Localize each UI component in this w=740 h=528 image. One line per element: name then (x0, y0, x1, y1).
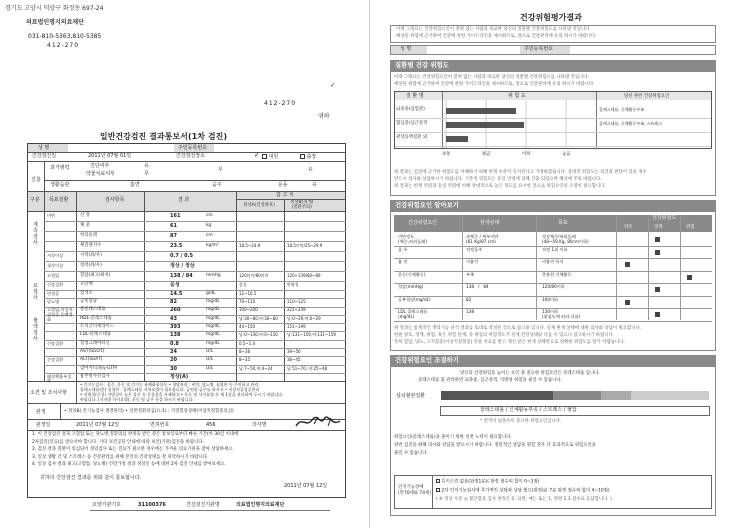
col-result: 결 과 (178, 197, 190, 203)
cognitive-opt1: 특이소견 없음(판정1분)( 판정 점수의 합이 0~3점) (441, 479, 540, 485)
exercise-yn: 유 (312, 182, 317, 188)
exam-result: 20 (170, 357, 177, 364)
ref-caution: 남:0~29,여:0~29 (287, 315, 321, 321)
fold-mark: ✓ (330, 81, 336, 89)
factor-name: 운동(신체활동) (398, 271, 426, 277)
verdict-date: 2011년 07월 12일 (76, 422, 120, 428)
check-mark-icon: ✓ (254, 151, 260, 159)
factor-col-line (680, 215, 681, 320)
chart-tick-label: 보통 (442, 152, 451, 157)
group-blood: 혈액검사 (33, 318, 38, 342)
verdict-date-label: 판정일 (36, 422, 51, 428)
exam-result: 정상 / 정상 (170, 262, 195, 269)
factor-h4: 건강위험도 (652, 215, 677, 221)
exam-unit: mg/dL (206, 324, 220, 330)
factor-col-line (536, 215, 537, 320)
chart-h-risk: 위 험 도 (508, 93, 526, 99)
sec2-foot-3: 특히 혈압, 당뇨, 고지혈증(이상지질혈증) 약물 치료를 받고 계신 분은 현재 상태만으로 정확한 위험도를 알기 어렵습니다. (394, 340, 625, 345)
visit-label: 출장 (306, 154, 317, 160)
ref-normal: 8~35 (239, 357, 250, 363)
exam-unit: mg/dL (206, 299, 220, 305)
col-gubun: 구분 (30, 197, 40, 203)
sec3-body-1: 위험요인(콜레스테롤)을 줄이기 위한 실천 노력이 필요합니다. (394, 435, 512, 440)
risk-disease-name: 관상동맥질환 외 (396, 135, 428, 140)
exam-result: 138 (170, 332, 181, 339)
sender-org: 의료법인명지의료재단 (26, 19, 84, 26)
factor-goal: 130이하 (위험도에 따라 다름) (542, 309, 581, 319)
risk-related: 콜레스테롤, 신체활동부족 (599, 107, 645, 112)
risk-level-marker (655, 250, 660, 255)
exam-result: 23.5 (170, 242, 183, 249)
exam-item: 허리둘레 (80, 232, 97, 238)
risk-level-marker (655, 312, 660, 317)
exam-item: 시력(좌/우) (80, 252, 102, 258)
factor-h4b: 경계 (654, 225, 663, 230)
exam-unit: U/L (206, 357, 214, 363)
row-separator (44, 271, 346, 272)
chart-h-related: 당신 관련 건강위험요인 (624, 94, 670, 99)
sec1-foot-3: 위 결과는 현재 연령과 동일 연령에 비해 상대적으로 높은 정도를 표시한 것으로 위험요인의 조절이 필요합니다. (394, 184, 606, 189)
exam-item: AST(SGOT) (80, 348, 105, 354)
exam-result: 정상(A) (170, 373, 189, 380)
exam-result: 24 (170, 348, 177, 355)
risk-bars (442, 100, 596, 160)
sender-postal: 412-270 (47, 42, 80, 49)
diagnosis-value: 유 (144, 163, 149, 169)
cognitive-opt2-checkbox[interactable] (436, 488, 440, 492)
exam-item: 신 장 (80, 212, 90, 218)
risk-row-line (395, 118, 711, 119)
risk-title: 건강위험평가결과 (520, 13, 582, 22)
verdict-text: • 정상B( 간기능검사 철결관리) • 일반질환의심(요:1) : 지질혈증상태(이상지질혈증의심) (64, 409, 234, 414)
exam-result: 43 (170, 315, 177, 322)
opinion-line: 바랍니다. (저지방 식이요법), 운동 및 금주 등을 하시기 바랍니다. (80, 397, 194, 402)
exam-result: 0.8 (170, 340, 179, 347)
doctor-label: 의사명 (252, 422, 267, 428)
factor-goal: 100이하 (542, 296, 559, 302)
target-disease: 고혈압,이상지질혈증,동맥경화 (47, 307, 73, 322)
ref-caution: 남:131~159,여:131~159 (287, 332, 336, 338)
exam-date: 2011년 07월 01일 (88, 153, 132, 159)
factor-goal: 비흡연 유지 (542, 259, 564, 264)
risk-level-marker (655, 287, 660, 292)
factor-name: 혈압(mmHg) (398, 284, 424, 289)
factor-h4c: 위험 (686, 225, 695, 230)
opinion-label: 소견 및 조치사항 (30, 390, 67, 396)
medication-label: 약물치료여부 (86, 171, 115, 177)
risk-disease-name: 협심증/심근경색 (396, 121, 428, 126)
factor-name: LDL 콜레스테롤 (mg/dL) (398, 309, 428, 319)
note-line: 3. 일상 생활 간 및 스트레스 등 건강관리를 위해 본인의 건강상태를 잘 파악하시기 바랍니다. (32, 454, 209, 460)
ref-caution: 221~239 (287, 307, 306, 313)
exam-item: 총콜레스테롤 (80, 307, 106, 313)
exam-unit: U/L (206, 365, 214, 371)
exam-item: 혈압(최고/최저) (80, 272, 111, 278)
diagnosis-label: 진단여부 (90, 163, 110, 169)
exam-item: 감마지티피(γ-GTP) (80, 365, 118, 371)
history-section-label: 진찰 (31, 177, 41, 183)
ref-caution: 151~199 (287, 324, 306, 330)
exam-item: 체질량지수 (80, 242, 102, 248)
gauge-note: * 면적이 넓을수록 중요한 위험요인입니다. (480, 419, 562, 424)
exam-item: 트리글리세라이드 (80, 324, 114, 330)
risk-related: 콜레스테롤, 신체활동부족, 스트레스 (599, 121, 663, 126)
factor-goal: 120/80이하 (542, 284, 565, 289)
factor-goal: 충분한 신체활동 (542, 271, 572, 277)
target-disease: 신장질환 (47, 340, 64, 346)
col-caution: 정상B(경계) (질환주의) (290, 200, 314, 210)
exam-unit: cm (206, 232, 213, 238)
ref-normal: 12~16.5 (239, 290, 257, 296)
exam-unit: g/dL (206, 290, 216, 296)
col-normal: 정상A(건강양호) (243, 203, 275, 208)
license-no: 456 (206, 422, 216, 428)
risk-row-line (395, 132, 711, 133)
exam-unit: mg/dL (206, 307, 220, 313)
exam-result: 음성 (170, 282, 180, 289)
intro-text-1: 이래 그래프는 건강위험요인이 전혀 없는 사람과 비교한 당신의 질환별 건강위험도를 나타낸 것입니다. (396, 27, 591, 32)
sec3-intro-1: 당신의 건강위험을 높이는 요인 중 중요한 위험요인은 콜레스테롤 입니다. (460, 371, 600, 376)
row-separator (44, 241, 346, 242)
risk-level-marker (625, 300, 630, 305)
history-label: 과거병력 (50, 165, 70, 171)
sec1-foot-2: 반드시 의사와 상담하시기 바랍니다. 기본적 위험도는 동일 연령에 의해 산출 되었으며 해석에 주의 바랍니다. (394, 177, 602, 182)
factor-goal: 정상체중/허리둘레 (48~59 Kg, 80cm이하) (542, 234, 589, 244)
ref-caution: 120~139/80~89 (287, 272, 321, 278)
risk-level-marker (687, 275, 692, 280)
target-disease: 시각이상 (47, 252, 64, 258)
ref-normal: 70~110 (239, 299, 256, 305)
ref-caution: 남:51~70, 여:25~48 (287, 365, 328, 371)
ref-caution: 약양성 (287, 282, 299, 288)
license-label: 면허번호 (150, 422, 170, 428)
ref-normal: 100~200 (239, 307, 258, 313)
intro-text-2: 예상된 위험에 근거하여 건강에 관한 가이드라인을 제시하므로, 앞으로 건강관리에 유의 하시기 바랍니다. (396, 34, 597, 39)
exam-place-label: 건강검진장소 (176, 153, 205, 159)
exam-unit: mg/dL (206, 332, 220, 338)
factor-h4a: 양호 (624, 225, 633, 230)
sec2-header: 건강위험요인 알아보기 (390, 200, 716, 211)
gauge-segment (553, 391, 601, 400)
drink-label: 음주 (212, 182, 222, 188)
risk-disease-name: 뇌졸중(심혈관) (396, 107, 425, 112)
exam-result: 30 (170, 365, 177, 372)
ref-normal: 음성 (239, 282, 247, 288)
risk-row-line (395, 146, 711, 147)
sign-date: 2011년 07월 12일 (284, 483, 328, 489)
sec3-header: 건강위험요인 조절하기 (390, 355, 716, 366)
exam-result: 138 / 84 (170, 272, 193, 279)
sender-address: 경기도 고양시 덕양구 화정동 697-24 (5, 5, 104, 12)
recipient-postal: 412-270 (264, 100, 297, 107)
exam-result: 14.5 (170, 290, 183, 297)
factor-current: 82 (466, 296, 472, 302)
group-measure: 계측검사 (33, 222, 38, 246)
row-separator (44, 261, 346, 262)
ref-normal: 44~150 (239, 324, 256, 330)
sec1-header: 질환별 건강 위험도 (390, 60, 716, 71)
chart-tick-label: 이하 (522, 152, 531, 157)
risk-level-marker (655, 237, 660, 242)
note-line: 1. 이 건강검진 결과 고혈압 또는 당뇨병 질환의심 판정을 받은 분은 통보일로부터 빠른 기간(아 30일 이내에 (32, 432, 239, 437)
ref-normal: 18.5~24.9 (239, 242, 261, 248)
exercise-label: 운동 (278, 182, 288, 188)
page-title: 일반건강검진 결과통보서(1차 검진) (100, 132, 228, 141)
target-disease: 비만 (47, 212, 56, 218)
exam-unit: kg/m² (206, 242, 219, 248)
factor-row-line (394, 321, 712, 322)
sec3-body-3: 줄일 수 있습니다. (394, 451, 428, 456)
exam-result: 0.7 / 0.5 (170, 252, 194, 259)
exam-result: 82 (170, 299, 177, 306)
factor-name: 흡 연 (398, 259, 408, 264)
target-disease: 당뇨병 (47, 299, 60, 305)
factor-goal: 적정 1회 이하 (542, 246, 568, 252)
ref-caution: 36~45 (287, 357, 301, 363)
inst-label: 건강검진기관명 (186, 502, 220, 508)
sec2-foot-1: 위 결과는 통계적인 생리기능 분석 결과를 토대로 작성된 것으로 참고용 입니다. 실제 현재 상태에 대한 의사와 상담이 필요합니다. (394, 326, 642, 331)
factor-col-line (462, 215, 463, 320)
code-label: 요양기관기호 (92, 502, 121, 508)
opinion-line: 콜레스테롤(총) 심혈관 : 콜레스테롤 저하요법이 필요합니다. 금연과 금주를 하시고 • 이상지질혈증관리 (80, 387, 260, 392)
r-name-label: 성 명 (400, 46, 412, 52)
factor-current: 부족 (466, 271, 475, 277)
target-disease: 청각이상 (47, 262, 64, 268)
smoke-label: 흡연 (130, 182, 140, 188)
factor-current: 138 / 84 (466, 284, 489, 289)
risk-assessment-page (370, 0, 740, 528)
sec2-foot-2: 한편 양호, 경계, 위험, 혹은 위험 단계, 즉 위험의 위험정도가 실제 건강상태와 다를 수 있으니 참고하시기 바랍니다. (394, 333, 615, 338)
factor-current: 과체중 / 복부비만 (61 Kg/87 cm) (466, 234, 499, 244)
onsite-checkbox[interactable] (262, 154, 267, 159)
gauge-bar (440, 388, 710, 404)
note-line: 4. 일상 검사 결과 최고(고혈압, 당뇨병) 건강가정 결과 정상인 등에 대한 2차 검진 안내를 받아보세요. (32, 462, 226, 467)
chart-h-disease: 질 환 명 (406, 93, 424, 99)
exam-item: 체 중 (80, 222, 90, 228)
exam-result: 61 (170, 222, 177, 229)
doctor-signature (294, 414, 344, 430)
opinion-line: • 간기능검사 : 음주, 운동 및 간기능 유해화합물등 • 혈당관리 : 비만, 당뇨병, 심혈관 등 주의하고 관리 (80, 382, 259, 387)
exam-unit: mg/dL (206, 340, 220, 346)
r-rrn-label: 주민등록번호 (524, 46, 553, 52)
risk-bar (446, 108, 516, 114)
ref-normal: 120미만/80미만 (239, 272, 269, 278)
onsite-label: 내원 (268, 154, 279, 160)
exam-item: HDL-콜레스테롤 (80, 315, 112, 321)
gauge-segment (601, 391, 631, 400)
exam-item: 혈청크레아티닌 (80, 340, 110, 346)
code-value: 31100376 (138, 502, 166, 508)
recipient-suffix: 귀하 (318, 113, 330, 120)
exam-item: 혈색소 (80, 290, 93, 296)
ref-caution: 110~125 (287, 299, 306, 305)
sec1-note-2: 예상된 위험에 근거하여 건강에 관한 가이드라인을 제시하므로, 앞으로 건강관리에 유의 하시기 바랍니다. (394, 82, 595, 87)
chart-tick-label: 평균 (482, 152, 491, 157)
gauge-label: 심뇌혈관질환 (396, 393, 425, 399)
target-disease: 신장질환 (47, 282, 64, 288)
exam-result: 87 (170, 232, 177, 239)
exam-unit: mg/dL (206, 315, 220, 321)
col-item: 검사항목 (105, 197, 125, 203)
factor-h1: 건강위험요인 (408, 220, 437, 226)
name-label: 성 명 (38, 145, 50, 151)
exam-item: LDL-콜레스테롤 (80, 332, 111, 338)
rrn-label: 주민등록번호 (178, 145, 207, 151)
cognitive-note: ( ※ 정상 수준 ◎ 불안함을 검사 판정은 0, 의원, 예는 또는 1, 병원 2,3 점수로 응답합니다. ) (436, 497, 612, 502)
verdict-label: 판정 (36, 409, 46, 415)
cognitive-opt1-checkbox[interactable] (436, 479, 440, 483)
target-disease: 간장질환 (47, 357, 64, 363)
factor-h2: 현재상태 (480, 220, 500, 226)
factor-current: 138 (466, 309, 474, 314)
drinking-yn: 유 (308, 167, 313, 173)
medication-value: 무 (144, 171, 149, 177)
exam-unit: cm (206, 212, 213, 218)
gauge-items: 콜레스테롤 / 신체활동부족 / 스트레스 / 혈압 (480, 407, 577, 413)
col-ref: 참 고 치 (276, 192, 294, 198)
factor-col-line (616, 215, 617, 320)
col-target: 목표질환 (49, 197, 69, 203)
smoking-yn: 무 (218, 167, 223, 173)
ref-normal: 남:30~80,여:30~80 (239, 315, 278, 321)
exam-unit: U/L (206, 348, 214, 354)
exam-result: 161 (170, 212, 181, 219)
chart-tick-label: 높음 (562, 152, 571, 157)
lifestyle-label: 생활습관 (50, 182, 70, 188)
target-disease: 폐결핵흉부질환 (47, 373, 72, 384)
sec3-body-2: 관련 검진을 위해 의사와 상담을 받으시기 바랍니다. 정밀적인 상담을 원할 경우 더 효과적으로 위험요인을 (394, 443, 596, 448)
exam-item: ALT(SGPT) (80, 357, 103, 363)
ref-normal: 8~38 (239, 348, 250, 354)
ref-caution: 39~50 (287, 348, 301, 354)
gauge-segment (631, 391, 709, 400)
ref-caution: 18.5미만/25~29.9 (287, 242, 323, 248)
factor-name: 음 주 (398, 246, 408, 252)
group-urine: 요검사 (33, 283, 38, 301)
ref-normal: 0.5~1.4 (239, 340, 256, 346)
row-separator (44, 251, 346, 252)
exam-item: 청력(좌/우) (80, 262, 102, 268)
row-separator (44, 231, 346, 232)
gauge-segment (441, 391, 553, 400)
row-separator (44, 221, 346, 222)
cognitive-label: 인지기능장애 (만70세와 74세) (398, 485, 431, 496)
notice-sentence: 귀하의 건강검진 결과를 위와 같이 통보합니다. (40, 475, 142, 481)
exam-unit: mmHg (206, 272, 221, 278)
risk-level-marker (625, 262, 630, 267)
factor-current: 적정음주 (466, 246, 483, 252)
factor-name: 비만정도 (체중,허리둘레) (398, 234, 427, 244)
sec1-foot-1: 위 결과는 검진에 근거한 위험도를 이해하기 위해 현재 수준이 유지된다고 가정하였습니다. 상대적 위험도는 의견과 판단이 있을 경우 (394, 170, 647, 175)
factor-current: 비흡연 (466, 259, 479, 264)
sec1-note-1: 이래 그래프는 건강위험요인이 전혀 없는 사람과 비교한 당신의 질환별 건강위험도를 나타낸 것입니다. (394, 75, 589, 80)
note-line: 2. 검진 결과 질환이 의심되어 정밀검사 또는 진료가 필요한 경우에는 가까운 의료기관을 찾아 상담하세요. (32, 447, 234, 452)
ref-normal: 남:7~50,여:4~24 (239, 365, 273, 371)
opinion-line: • 지방질(중성) 지방질이 높은 음식 등 동물성을 자제하고 • 운동 및 식이요법 등 제 1종을 관리하여 두시기 바랍니다. (80, 392, 284, 397)
exam-date-label: 건강검진일 (32, 153, 57, 159)
cognitive-opt2: 2차 인지기능검사에 추가적인 상담과 상담 필요(판정)분 7분 판정 점수의 합이 4~10점) (441, 488, 610, 494)
risk-bar (446, 136, 468, 142)
inst-value: 의료법인명지의료재단 (236, 502, 285, 508)
factor-h3: 목표 (558, 220, 568, 226)
ref-normal: 남:0~130,여:0~130 (239, 332, 278, 338)
exam-unit: kg (206, 222, 212, 228)
risk-bar (446, 122, 524, 128)
note-line: 2차검진(진료)를 받으셔야 합니다. 기타 보건공단 안내에 따라 보건(기관)검진을 바랍니다. (32, 439, 205, 445)
exam-result: 393 (170, 324, 181, 331)
target-disease: 고혈압 (47, 272, 60, 278)
visit-checkbox[interactable] (300, 154, 305, 159)
factor-name: 공복혈당(mg/dL) (398, 296, 431, 302)
exam-item: 공복혈당 (80, 299, 97, 305)
sender-phone: 031-810-5363,810-5385 (28, 33, 102, 40)
exam-item: 흉부방사선검사 (80, 373, 110, 379)
exam-item: 요단백 (80, 282, 93, 288)
factor-col-line (648, 215, 649, 320)
exam-result: 260 (170, 307, 181, 314)
target-disease: 빈혈증 (47, 290, 60, 296)
sec3-intro-2: 콜레스테롤 및 관리하면 뇌졸중, 심근경색, 지방성 위험을 줄일 수 있습니다. (418, 378, 562, 383)
